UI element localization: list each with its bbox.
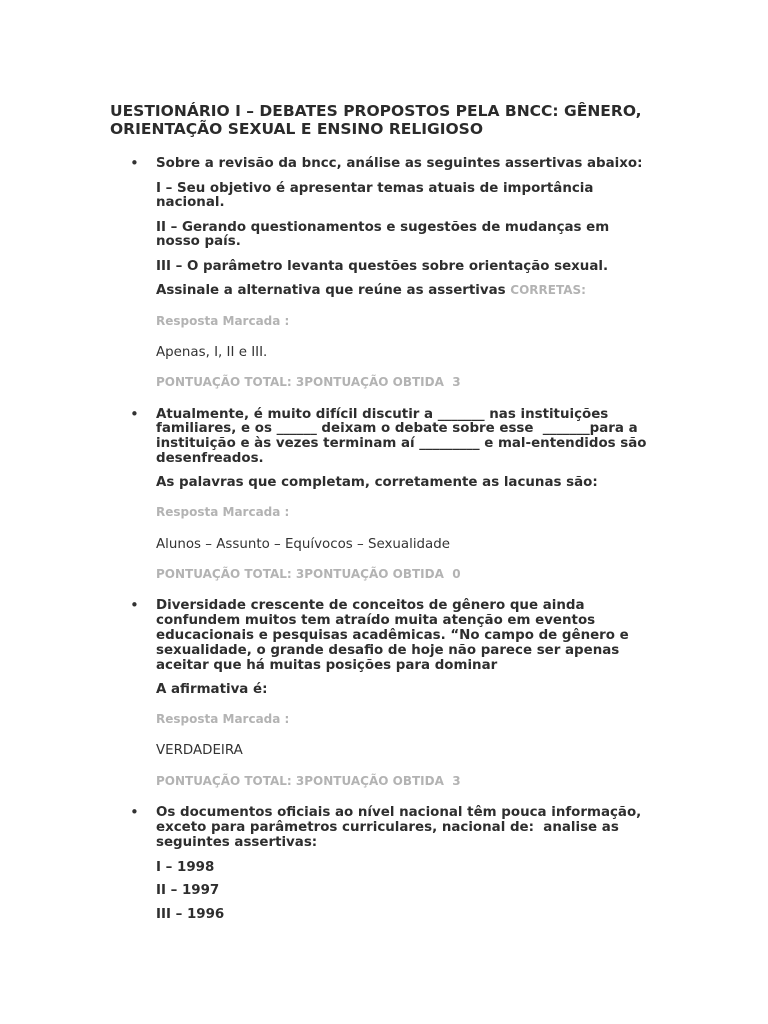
assertion-2-line-2: nosso país. — [156, 234, 241, 249]
assertion-2-line-1: II – Gerando questionamentos e sugestões de mudanças em — [156, 220, 610, 235]
marked-answer-label: Resposta Marcada : — [156, 314, 290, 328]
question-3-stem-line-1: Diversidade crescente de conceitos de gênero que ainda — [156, 598, 585, 613]
marked-answer: VERDADEIRA — [156, 743, 243, 758]
question-2-stem-line-2: familiares, e os ______ deixam o debate sobre esse _______para a — [156, 421, 638, 436]
marked-answer-label: Resposta Marcada : — [156, 505, 290, 519]
question-4-stem-line-2: exceto para parâmetros curriculares, nacional de: analise as — [156, 820, 619, 835]
assertion-2: II – 1997 — [156, 883, 220, 898]
bullet-marker: • — [130, 154, 139, 172]
question-2-stem-line-3: instituição e às vezes terminam aí _________ e mal-entendidos são — [156, 436, 647, 451]
marked-answer: Alunos – Assunto – Equívocos – Sexualidade — [156, 537, 450, 552]
bullet-marker: • — [130, 803, 139, 821]
assertion-1-line-1: I – Seu objetivo é apresentar temas atuais de importância — [156, 181, 594, 196]
question-2-prompt: As palavras que completam, corretamente as lacunas são: — [156, 475, 598, 490]
question-3-stem-line-2: confundem muitos tem atraído muita atenção em eventos — [156, 613, 596, 628]
prompt-text: Assinale a alternativa que reúne as assertivas — [156, 283, 506, 298]
question-4-stem-line-1: Os documentos oficiais ao nível nacional têm pouca informação, — [156, 805, 642, 820]
score-line: PONTUAÇÃO TOTAL: 3PONTUAÇÃO OBTIDA 3 — [156, 375, 461, 389]
question-4-stem-line-3: seguintes assertivas: — [156, 835, 318, 850]
question-2-stem-line-1: Atualmente, é muito difícil discutir a _______ nas instituições — [156, 407, 609, 422]
bullet-marker: • — [130, 596, 139, 614]
question-3-stem-line-5: aceitar que há muitas posições para dominar — [156, 658, 498, 673]
question-1-prompt — [156, 283, 676, 298]
assertion-1-line-2: nacional. — [156, 195, 225, 210]
page-title — [110, 102, 710, 138]
prompt-tag: CORRETAS: — [510, 283, 586, 297]
title-line-2: ORIENTAÇÃO SEXUAL E ENSINO RELIGIOSO — [110, 120, 484, 138]
question-3-stem-line-4: sexualidade, o grande desafio de hoje não parece ser apenas — [156, 643, 620, 658]
title-line-1: UESTIONÁRIO I – DEBATES PROPOSTOS PELA BNCC: GÊNERO, — [110, 102, 642, 120]
question-3-stem-line-3: educacionais e pesquisas acadêmicas. “No campo de gênero e — [156, 628, 629, 643]
question-3-prompt: A afirmativa é: — [156, 682, 268, 697]
assertion-3: III – O parâmetro levanta questões sobre orientação sexual. — [156, 259, 609, 274]
question-2-stem-line-4: desenfreados. — [156, 451, 264, 466]
score-line: PONTUAÇÃO TOTAL: 3PONTUAÇÃO OBTIDA 3 — [156, 774, 461, 788]
assertion-1: I – 1998 — [156, 860, 215, 875]
marked-answer-label: Resposta Marcada : — [156, 712, 290, 726]
marked-answer: Apenas, I, II e III. — [156, 345, 268, 360]
question-1-stem: Sobre a revisão da bncc, análise as seguintes assertivas abaixo: — [156, 156, 643, 171]
bullet-marker: • — [130, 405, 139, 423]
assertion-3: III – 1996 — [156, 907, 225, 922]
score-line: PONTUAÇÃO TOTAL: 3PONTUAÇÃO OBTIDA 0 — [156, 567, 461, 581]
